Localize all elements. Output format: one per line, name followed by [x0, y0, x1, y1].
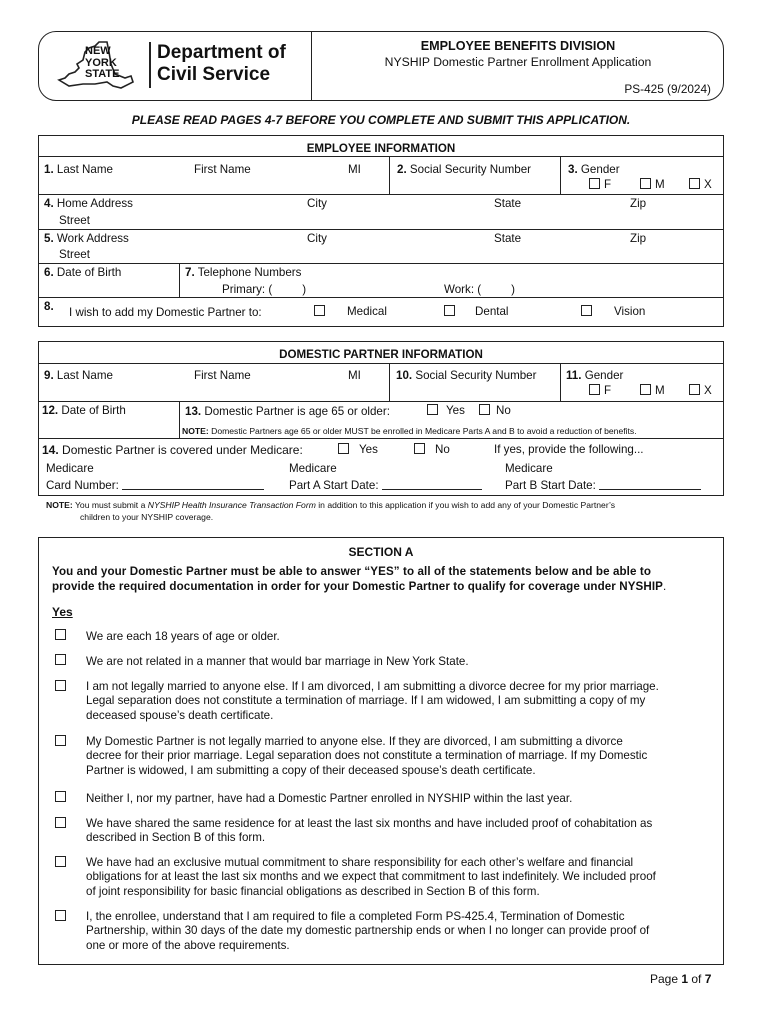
- gender-x-option[interactable]: X: [689, 178, 712, 191]
- statement-2-checkbox[interactable]: [55, 654, 66, 665]
- add-partner-label: I wish to add my Domestic Partner to:: [69, 306, 262, 319]
- checkbox[interactable]: [640, 178, 651, 189]
- checkbox[interactable]: [689, 384, 700, 395]
- part-a-medicare-label: Medicare: [289, 462, 337, 475]
- logo-divider: [149, 42, 151, 88]
- department-name: [157, 42, 286, 86]
- work-phone-field[interactable]: Work: ( ): [444, 283, 516, 296]
- employee-section-title: EMPLOYEE INFORMATION: [306, 142, 456, 155]
- mi-label[interactable]: MI: [348, 163, 361, 176]
- home-city-label[interactable]: City: [307, 197, 327, 210]
- medicare-question: 14. Domestic Partner is covered under Medicare:: [42, 443, 303, 457]
- home-address-label[interactable]: 4. Home Address: [44, 197, 133, 210]
- primary-phone-field[interactable]: Primary: ( ): [222, 283, 307, 296]
- medicare-no-option[interactable]: No: [414, 443, 450, 456]
- part-b-medicare-label: Medicare: [505, 462, 553, 475]
- statement-1-checkbox[interactable]: [55, 629, 66, 640]
- checkbox[interactable]: [589, 384, 600, 395]
- yes-column-header: Yes: [52, 605, 73, 619]
- home-zip-label[interactable]: Zip: [630, 197, 647, 210]
- partner-gender-x-option[interactable]: X: [689, 384, 712, 397]
- partner-last-name-label[interactable]: 9. Last Name: [44, 369, 113, 382]
- statement-6-checkbox[interactable]: [55, 817, 66, 828]
- home-street-label[interactable]: Street: [59, 214, 90, 227]
- gender-label: 3. Gender: [568, 163, 620, 176]
- vision-option[interactable]: Vision: [581, 305, 645, 318]
- medical-option[interactable]: Medical: [314, 305, 387, 318]
- statement-7: We have had an exclusive mutual commitment to share responsibility for each other’s welfare and financial obligations for at least the last six months and we expect that commitment to last indefinitely. We included proof of joint responsibility for basic financial obligations as described in Section B of this form.: [86, 856, 656, 898]
- statement-4: My Domestic Partner is not legally married to anyone else. If they are divorced, I am submitting a divorce decree for their prior marriage. Legal separation does not constitute a termination of marriage. If my Domestic Partner is widowed, I am submitting a copy of their deceased spouse’s death certificate.: [86, 735, 648, 777]
- first-name-label[interactable]: First Name: [194, 163, 251, 176]
- checkbox[interactable]: [427, 404, 438, 415]
- section-a-box: [38, 537, 724, 965]
- checkbox[interactable]: [444, 305, 455, 316]
- dental-option[interactable]: Dental: [444, 305, 509, 318]
- statement-8: I, the enrollee, understand that I am required to file a completed Form PS-425.4, Termination of Domestic Partnership, within 30 days of the date my domestic partnership ends or when I no longer can provide proof of one or more of the above requirements.: [86, 910, 650, 952]
- logo-line: STATE: [85, 68, 120, 80]
- age65-no-option[interactable]: No: [479, 404, 511, 417]
- work-city-label[interactable]: City: [307, 232, 327, 245]
- checkbox[interactable]: [314, 305, 325, 316]
- work-zip-label[interactable]: Zip: [630, 232, 647, 245]
- age65-note: NOTE: Domestic Partners age 65 or older MUST be enrolled in Medicare Parts A and B to avoid a reduction of benefits.: [182, 426, 637, 436]
- partner-first-name-label[interactable]: First Name: [194, 369, 251, 382]
- checkbox[interactable]: [689, 178, 700, 189]
- medicare-card-field[interactable]: Card Number:: [46, 479, 264, 492]
- logo-wordmark: [85, 46, 119, 81]
- division-title: EMPLOYEE BENEFITS DIVISION: [420, 39, 616, 53]
- section-a-title: SECTION A: [348, 545, 414, 559]
- medicare-card-label: Medicare: [46, 462, 94, 475]
- age65-yes-option[interactable]: Yes: [427, 404, 465, 417]
- home-state-label[interactable]: State: [494, 197, 522, 210]
- checkbox[interactable]: [479, 404, 490, 415]
- medicare-yes-option[interactable]: Yes: [338, 443, 378, 456]
- checkbox[interactable]: [640, 384, 651, 395]
- logo-line: NEW: [85, 45, 111, 57]
- partner-information-box: [38, 341, 724, 496]
- statement-2: We are not related in a manner that would bar marriage in New York State.: [86, 655, 469, 668]
- partner-mi-label[interactable]: MI: [348, 369, 361, 382]
- statement-8-checkbox[interactable]: [55, 910, 66, 921]
- checkbox[interactable]: [589, 178, 600, 189]
- ssn-label[interactable]: 2. Social Security Number: [397, 163, 532, 176]
- form-header: [38, 31, 724, 101]
- dept-line-1: Department of: [157, 42, 286, 63]
- statement-3: I am not legally married to anyone else. If I am divorced, I am submitting a divorce decree for my prior marriage. Legal separation does not constitute a termination of marriage. If I am widowed, I am submitting a copy of my deceased spouse’s death certificate.: [86, 680, 659, 722]
- if-yes-text: If yes, provide the following...: [494, 443, 644, 456]
- page-indicator: Page 1 of 7: [650, 972, 712, 986]
- statement-4-checkbox[interactable]: [55, 735, 66, 746]
- item-8-number: 8.: [44, 300, 54, 313]
- partner-dob-label[interactable]: 12. Date of Birth: [42, 404, 126, 417]
- checkbox[interactable]: [414, 443, 425, 454]
- gender-f-option[interactable]: F: [589, 178, 611, 191]
- work-street-label[interactable]: Street: [59, 248, 90, 261]
- dept-line-2: Civil Service: [157, 64, 271, 85]
- statement-7-checkbox[interactable]: [55, 856, 66, 867]
- employee-information-box: [38, 135, 724, 327]
- telephone-label: 7. Telephone Numbers: [185, 266, 302, 279]
- form-title: NYSHIP Domestic Partner Enrollment Application: [384, 55, 652, 69]
- logo-line: YORK: [85, 56, 117, 69]
- partner-gender-f-option[interactable]: F: [589, 384, 611, 397]
- statement-1: We are each 18 years of age or older.: [86, 630, 280, 643]
- statement-5: Neither I, nor my partner, have had a Domestic Partner enrolled in NYSHIP within the last year.: [86, 792, 573, 805]
- gender-m-option[interactable]: M: [640, 178, 665, 191]
- work-address-label[interactable]: 5. Work Address: [44, 232, 129, 245]
- children-note: NOTE: You must submit a NYSHIP Health Insurance Transaction Form in addition to this application if you wish to add any of your Domestic Partner’s children to your NYSHIP coverage.: [46, 500, 616, 522]
- form-number: PS-425 (9/2024): [624, 82, 711, 96]
- last-name-label[interactable]: 1. Last Name: [44, 163, 113, 176]
- partner-gender-m-option[interactable]: M: [640, 384, 665, 397]
- partner-section-title: DOMESTIC PARTNER INFORMATION: [279, 348, 483, 361]
- partner-ssn-label[interactable]: 10. Social Security Number: [396, 369, 537, 382]
- section-a-intro: You and your Domestic Partner must be able to answer “YES” to all of the statements below and be able to provide the required documentation in order for your Domestic Partner to qualify for coverage under NYSHIP.: [52, 565, 667, 593]
- checkbox[interactable]: [581, 305, 592, 316]
- checkbox[interactable]: [338, 443, 349, 454]
- work-state-label[interactable]: State: [494, 232, 522, 245]
- partner-gender-label: 11. Gender: [566, 369, 624, 382]
- part-b-start-date-field[interactable]: Part B Start Date:: [505, 479, 701, 492]
- statement-3-checkbox[interactable]: [55, 680, 66, 691]
- read-instruction: PLEASE READ PAGES 4-7 BEFORE YOU COMPLETE AND SUBMIT THIS APPLICATION.: [131, 113, 631, 127]
- age65-question: 13. Domestic Partner is age 65 or older:: [185, 405, 390, 418]
- part-a-start-date-field[interactable]: Part A Start Date:: [289, 479, 482, 492]
- statement-5-checkbox[interactable]: [55, 791, 66, 802]
- statement-6: We have shared the same residence for at least the last six months and have included proof of cohabitation as described in Section B of this form.: [86, 817, 653, 845]
- dob-label[interactable]: 6. Date of Birth: [44, 266, 122, 279]
